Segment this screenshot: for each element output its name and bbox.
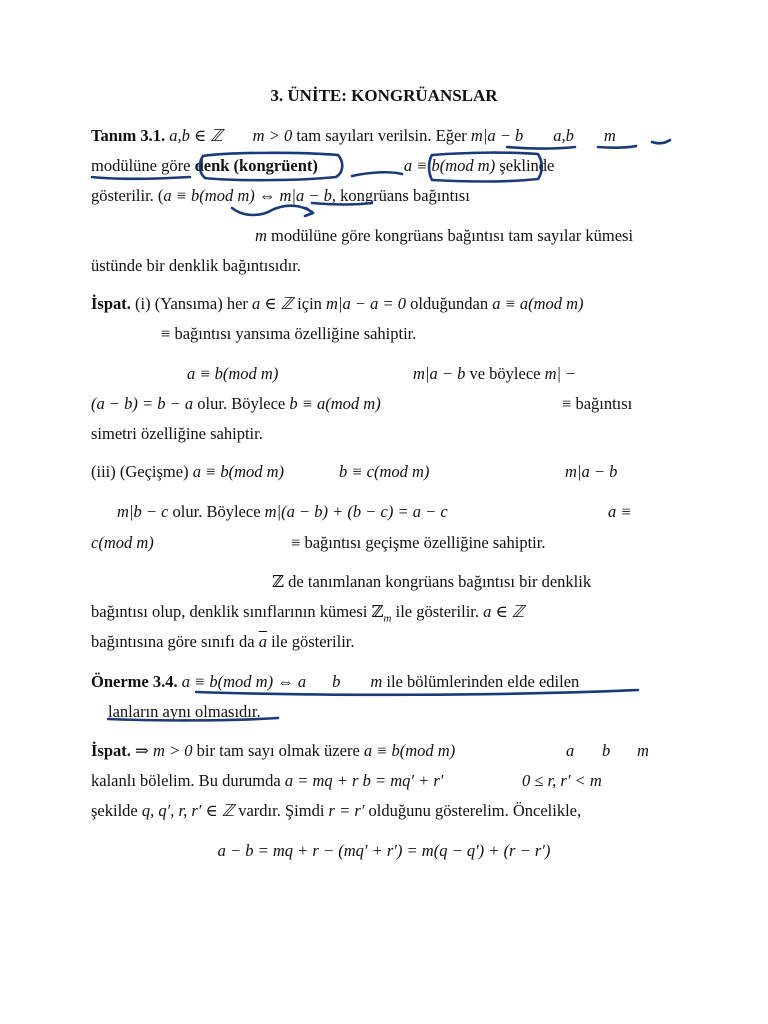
definition-line-1	[91, 126, 616, 146]
definition-term: denk (kongrüent)	[194, 156, 318, 175]
math-class-symbol: $\overline{a}$	[258, 632, 267, 651]
math: a ∈ ℤ	[483, 602, 525, 621]
proposition-label: Önerme 3.4.	[91, 672, 178, 691]
math: (a − b) = b − a	[91, 394, 194, 413]
math-subscript: m	[383, 612, 392, 625]
proof2-line-3	[91, 801, 581, 821]
proof1-line-8a: c(mod m)	[91, 533, 154, 552]
text: ile gösterilir.	[391, 602, 484, 621]
text: gösterilir. (	[91, 186, 164, 205]
proof1-line-3b	[413, 364, 576, 384]
proof1-line-7a	[117, 502, 448, 522]
underline-modulune-gore	[92, 177, 190, 179]
proof1-line-7b: a ≡	[608, 502, 632, 521]
text: vardır. Şimdi	[234, 801, 329, 820]
proof2-line-2b: 0 ≤ r, r′ < m	[522, 771, 602, 790]
proof1-line-6b: b ≡ c(mod m)	[339, 462, 430, 481]
proof2-line-1c: b	[602, 741, 611, 760]
text: bir tam sayı olmak üzere	[192, 741, 364, 760]
math: ≡	[161, 324, 171, 343]
math: m	[255, 226, 267, 245]
underline-mod-a-minus-b	[507, 147, 575, 149]
math: m|(a − b) + (b − c) = a − c	[264, 502, 448, 521]
math: ℤ	[272, 572, 285, 591]
text: şeklinde	[495, 156, 555, 175]
page-title: 3. ÜNİTE: KONGRÜANSLAR	[270, 86, 498, 105]
proof1-line-2	[161, 324, 416, 344]
math: m| −	[544, 364, 577, 383]
math: b	[332, 672, 341, 691]
proof1-line-6c: m|a − b	[565, 462, 618, 481]
text: olur. Böylece	[168, 502, 265, 521]
math: q, q′, r, r′ ∈ ℤ	[141, 801, 235, 820]
math: ℤ	[371, 602, 384, 621]
arrow-head	[305, 208, 313, 216]
math: m	[370, 672, 383, 691]
proof2-line-2a	[91, 771, 443, 791]
math: m	[603, 126, 616, 145]
proposition-line-1	[91, 672, 579, 692]
proof1-line-4a	[91, 394, 381, 414]
proof1-line-6a	[91, 462, 284, 482]
proof1-line-5: simetri özelliğine sahiptir.	[91, 424, 263, 443]
text: bağıntısı geçişme özelliğine sahiptir.	[300, 533, 546, 552]
proof-label: İspat.	[91, 741, 131, 760]
definition-line-4	[255, 226, 633, 246]
text: bağıntısına göre sınıfı da	[91, 632, 259, 651]
math: m|a − b	[279, 186, 332, 205]
text: ve böylece	[465, 364, 545, 383]
curved-arrow	[232, 206, 312, 215]
math: a ≡ b(mod m)	[403, 156, 496, 175]
math: a ≡ b(mod m)	[363, 741, 456, 760]
text: ile gösterilir.	[266, 632, 355, 651]
math: a ≡ b(mod m) ⇔ a	[181, 672, 307, 691]
proof2-line-1b: a	[566, 741, 575, 760]
text: ile bölümlerinden elde edilen	[382, 672, 580, 691]
proof1-line-1	[91, 294, 584, 314]
math: a ≡ b(mod m)	[192, 462, 285, 481]
text: olduğunu gösterelim. Öncelikle,	[364, 801, 582, 820]
math: m > 0	[152, 741, 193, 760]
underline-ab	[598, 146, 636, 148]
math: ≡	[562, 394, 572, 413]
underline-m-top	[652, 140, 670, 143]
definition-line-3	[91, 186, 470, 206]
math: b ≡ a(mod m)	[289, 394, 381, 413]
proof1-line-8b	[291, 533, 545, 553]
text: de tanımlanan kongrüans bağıntısı bir denklik	[284, 572, 592, 591]
definition-line-2	[91, 156, 554, 176]
proof2-equation: a − b = mq + r − (mq′ + r′) = m(q − q′) + (r − r′)	[217, 841, 551, 860]
math: r = r′	[328, 801, 365, 820]
text: bağıntısı olup, denklik sınıflarının kümesi	[91, 602, 372, 621]
math: m|a − b	[470, 126, 524, 145]
math: m > 0	[252, 126, 293, 145]
proof2-line-1a	[91, 741, 455, 761]
text: şekilde	[91, 801, 142, 820]
proof1-line-9	[272, 572, 591, 592]
proof1-line-3a: a ≡ b(mod m)	[187, 364, 279, 383]
proof-label: İspat.	[91, 294, 131, 313]
text: modülüne göre	[91, 156, 195, 175]
text: (iii) (Geçişme)	[91, 462, 193, 481]
math: m|a − a = 0	[326, 294, 407, 313]
text: bağıntısı	[571, 394, 633, 413]
definition-label: Tanım 3.1.	[91, 126, 166, 145]
math: a,b ∈ ℤ	[169, 126, 223, 145]
definition-line-5: üstünde bir denklik bağıntısıdır.	[91, 256, 301, 275]
text: ⇒	[130, 741, 153, 760]
text: ⇔	[254, 186, 280, 205]
math: m|b − c	[117, 502, 169, 521]
text: olduğundan	[406, 294, 493, 313]
proof1-line-10	[91, 602, 524, 624]
text: tam sayıları verilsin. Eğer	[292, 126, 471, 145]
math: a ∈ ℤ	[252, 294, 294, 313]
proof2-line-1d: m	[637, 741, 649, 760]
math: a ≡ a(mod m)	[492, 294, 584, 313]
math: ≡	[291, 533, 301, 552]
text: , kongrüans bağıntısı	[331, 186, 470, 205]
text: modülüne göre kongrüans bağıntısı tam sayılar kümesi	[266, 226, 634, 245]
proof1-line-11	[91, 632, 355, 652]
math: m|a − b	[413, 364, 466, 383]
math: a ≡ b(mod m)	[163, 186, 255, 205]
text: için	[293, 294, 327, 313]
text: kalanlı bölelim. Bu durumda	[91, 771, 285, 790]
proposition-line-2: lanların aynı olmasıdır.	[108, 702, 261, 721]
math: a = mq + r b = mq′ + r′	[284, 771, 444, 790]
proof1-line-4b	[562, 394, 632, 414]
math: a,b	[553, 126, 574, 145]
text: (i) (Yansıma) her	[130, 294, 253, 313]
text: bağıntısı yansıma özelliğine sahiptir.	[170, 324, 417, 343]
text: olur. Böylece	[193, 394, 290, 413]
